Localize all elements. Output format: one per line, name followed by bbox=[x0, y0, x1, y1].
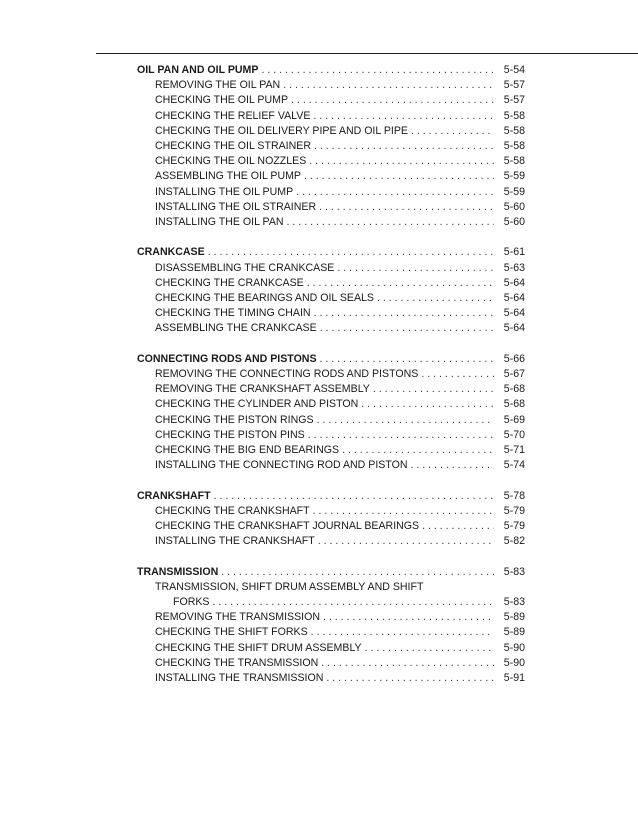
leader-dots bbox=[221, 565, 494, 580]
leader-dots bbox=[320, 321, 494, 336]
leader-dots bbox=[411, 124, 494, 139]
toc-section bbox=[137, 352, 525, 474]
toc-entry-page: 5-70 bbox=[503, 428, 525, 441]
toc-entry-title: CHECKING THE TRANSMISSION bbox=[155, 656, 319, 669]
toc-entry-title: CHECKING THE OIL STRAINER bbox=[155, 140, 311, 153]
toc-entry-page: 5-74 bbox=[503, 459, 525, 472]
leader-dots bbox=[361, 397, 494, 412]
toc-entry-page: 5-64 bbox=[503, 276, 525, 289]
toc-entry-page: 5-91 bbox=[503, 672, 525, 685]
leader-dots bbox=[342, 443, 494, 458]
leader-dots bbox=[307, 276, 494, 291]
section-heading bbox=[137, 352, 525, 367]
section-heading-title: CRANKSHAFT bbox=[137, 489, 211, 502]
toc-entry-page: 5-57 bbox=[503, 94, 525, 107]
toc-entry-title: INSTALLING THE OIL STRAINER bbox=[155, 200, 317, 213]
header-rule bbox=[96, 53, 638, 54]
toc-entry-title: CHECKING THE CRANKSHAFT bbox=[155, 504, 310, 517]
toc-entry-page: 5-71 bbox=[503, 444, 525, 457]
leader-dots bbox=[291, 93, 494, 108]
toc-entry bbox=[137, 276, 525, 291]
leader-dots bbox=[377, 291, 494, 306]
toc-entry bbox=[137, 109, 525, 124]
leader-dots bbox=[313, 109, 494, 124]
toc-entry bbox=[137, 504, 525, 519]
leader-dots bbox=[422, 519, 494, 534]
toc-entry bbox=[137, 124, 525, 139]
toc-entry-title: CHECKING THE BIG END BEARINGS bbox=[155, 444, 340, 457]
section-heading-page: 5-83 bbox=[503, 565, 525, 578]
toc-entry-page: 5-68 bbox=[503, 398, 525, 411]
leader-dots bbox=[309, 154, 494, 169]
leader-dots bbox=[337, 261, 494, 276]
toc-entry-page: 5-79 bbox=[503, 520, 525, 533]
toc-entry-title: INSTALLING THE OIL PAN bbox=[155, 216, 284, 229]
toc-entry bbox=[137, 610, 525, 625]
toc-entry bbox=[137, 580, 525, 595]
toc-entry-page: 5-82 bbox=[503, 535, 525, 548]
toc-entry bbox=[137, 169, 525, 184]
toc-entry-continuation-title: FORKS bbox=[173, 596, 210, 609]
toc-entry-title: INSTALLING THE CONNECTING ROD AND PISTON bbox=[155, 459, 408, 472]
leader-dots bbox=[318, 534, 494, 549]
toc-entry-page: 5-90 bbox=[503, 656, 525, 669]
toc-entry bbox=[137, 519, 525, 534]
leader-dots bbox=[320, 352, 494, 367]
leader-dots bbox=[314, 139, 494, 154]
toc-entry-continuation bbox=[137, 595, 525, 610]
toc-entry-page: 5-89 bbox=[503, 611, 525, 624]
toc-entry bbox=[137, 625, 525, 640]
toc-entry bbox=[137, 185, 525, 200]
toc-entry-page: 5-58 bbox=[503, 140, 525, 153]
toc-entry-title: TRANSMISSION, SHIFT DRUM ASSEMBLY AND SHIFT bbox=[155, 580, 424, 593]
toc-entry-page: 5-64 bbox=[503, 292, 525, 305]
toc-entry-title: INSTALLING THE CRANKSHAFT bbox=[155, 535, 315, 548]
section-heading-page: 5-66 bbox=[503, 352, 525, 365]
toc-entry-title: CHECKING THE BEARINGS AND OIL SEALS bbox=[155, 292, 374, 305]
toc-entry bbox=[137, 261, 525, 276]
toc-entry-page: 5-59 bbox=[503, 185, 525, 198]
leader-dots bbox=[373, 382, 494, 397]
leader-dots bbox=[365, 641, 494, 656]
toc-entry-page: 5-68 bbox=[503, 383, 525, 396]
leader-dots bbox=[319, 200, 494, 215]
section-heading-page: 5-61 bbox=[503, 246, 525, 259]
toc-entry-page: 5-58 bbox=[503, 109, 525, 122]
leader-dots bbox=[323, 610, 494, 625]
toc-entry-title: REMOVING THE TRANSMISSION bbox=[155, 611, 321, 624]
toc-entry bbox=[137, 458, 525, 473]
leader-dots bbox=[283, 78, 494, 93]
toc-entry bbox=[137, 306, 525, 321]
toc-entry-page: 5-90 bbox=[503, 641, 525, 654]
toc-entry-page: 5-89 bbox=[503, 626, 525, 639]
toc-entry-page: 5-60 bbox=[503, 216, 525, 229]
toc-entry-title: INSTALLING THE OIL PUMP bbox=[155, 185, 294, 198]
toc-section bbox=[137, 63, 525, 230]
toc-entry bbox=[137, 321, 525, 336]
section-heading bbox=[137, 489, 525, 504]
toc-entry-page: 5-69 bbox=[503, 413, 525, 426]
toc-entry-page: 5-64 bbox=[503, 322, 525, 335]
toc-entry-page: 5-63 bbox=[503, 261, 525, 274]
leader-dots bbox=[208, 245, 494, 260]
section-heading bbox=[137, 63, 525, 78]
toc-entry-title: DISASSEMBLING THE CRANKCASE bbox=[155, 261, 335, 274]
toc-entry-page: 5-59 bbox=[503, 170, 525, 183]
toc-entry-title: ASSEMBLING THE CRANKCASE bbox=[155, 322, 317, 335]
section-heading bbox=[137, 245, 525, 260]
toc-entry-title: CHECKING THE SHIFT DRUM ASSEMBLY bbox=[155, 641, 362, 654]
toc-section bbox=[137, 565, 525, 687]
toc-entry-title: CHECKING THE SHIFT FORKS bbox=[155, 626, 308, 639]
toc-entry bbox=[137, 443, 525, 458]
toc-entry-title: CHECKING THE OIL PUMP bbox=[155, 94, 289, 107]
toc-entry bbox=[137, 78, 525, 93]
section-heading bbox=[137, 565, 525, 580]
leader-dots bbox=[421, 367, 494, 382]
toc-entry bbox=[137, 291, 525, 306]
leader-dots bbox=[287, 215, 494, 230]
toc-entry bbox=[137, 671, 525, 686]
toc-entry-page: 5-79 bbox=[503, 504, 525, 517]
toc-entry-title: ASSEMBLING THE OIL PUMP bbox=[155, 170, 301, 183]
toc-section bbox=[137, 245, 525, 336]
section-heading-title: CONNECTING RODS AND PISTONS bbox=[137, 352, 317, 365]
table-of-contents bbox=[137, 63, 525, 701]
toc-section bbox=[137, 489, 525, 550]
toc-entry bbox=[137, 93, 525, 108]
toc-entry-title: CHECKING THE OIL NOZZLES bbox=[155, 155, 307, 168]
toc-entry-page: 5-67 bbox=[503, 368, 525, 381]
toc-entry bbox=[137, 641, 525, 656]
section-heading-page: 5-78 bbox=[503, 489, 525, 502]
toc-entry bbox=[137, 397, 525, 412]
toc-entry-page: 5-58 bbox=[503, 155, 525, 168]
toc-entry-title: REMOVING THE CRANKSHAFT ASSEMBLY bbox=[155, 383, 370, 396]
toc-entry bbox=[137, 656, 525, 671]
leader-dots bbox=[213, 595, 495, 610]
toc-entry-title: CHECKING THE CYLINDER AND PISTON bbox=[155, 398, 359, 411]
leader-dots bbox=[313, 504, 494, 519]
leader-dots bbox=[261, 63, 494, 78]
toc-entry-title: REMOVING THE OIL PAN bbox=[155, 79, 281, 92]
leader-dots bbox=[326, 671, 494, 686]
toc-entry-continuation-page: 5-83 bbox=[503, 596, 525, 609]
toc-entry-title: CHECKING THE RELIEF VALVE bbox=[155, 109, 311, 122]
toc-entry-page: 5-60 bbox=[503, 200, 525, 213]
toc-entry-title: CHECKING THE TIMING CHAIN bbox=[155, 307, 311, 320]
toc-entry bbox=[137, 200, 525, 215]
section-heading-title: OIL PAN AND OIL PUMP bbox=[137, 64, 259, 76]
leader-dots bbox=[321, 656, 494, 671]
leader-dots bbox=[308, 428, 494, 443]
toc-entry-page: 5-58 bbox=[503, 124, 525, 137]
toc-entry bbox=[137, 367, 525, 382]
toc-entry-title: CHECKING THE OIL DELIVERY PIPE AND OIL PIPE bbox=[155, 124, 408, 137]
toc-entry-page: 5-57 bbox=[503, 79, 525, 92]
section-heading-page: 5-54 bbox=[503, 64, 525, 76]
section-heading-title: CRANKCASE bbox=[137, 246, 205, 259]
toc-entry-title: CHECKING THE PISTON RINGS bbox=[155, 413, 314, 426]
toc-entry bbox=[137, 428, 525, 443]
toc-entry-page: 5-64 bbox=[503, 307, 525, 320]
toc-entry bbox=[137, 413, 525, 428]
section-heading-title: TRANSMISSION bbox=[137, 565, 219, 578]
toc-entry bbox=[137, 139, 525, 154]
toc-entry bbox=[137, 215, 525, 230]
leader-dots bbox=[411, 458, 494, 473]
toc-entry-title: CHECKING THE CRANKSHAFT JOURNAL BEARINGS bbox=[155, 520, 420, 533]
leader-dots bbox=[296, 185, 494, 200]
leader-dots bbox=[311, 625, 494, 640]
toc-entry-title: INSTALLING THE TRANSMISSION bbox=[155, 672, 324, 685]
leader-dots bbox=[304, 169, 494, 184]
leader-dots bbox=[314, 306, 494, 321]
leader-dots bbox=[317, 413, 494, 428]
toc-entry-title: CHECKING THE PISTON PINS bbox=[155, 428, 305, 441]
leader-dots bbox=[214, 489, 494, 504]
toc-entry bbox=[137, 382, 525, 397]
toc-entry-title: CHECKING THE CRANKCASE bbox=[155, 276, 304, 289]
toc-entry bbox=[137, 534, 525, 549]
toc-entry bbox=[137, 154, 525, 169]
toc-entry-title: REMOVING THE CONNECTING RODS AND PISTONS bbox=[155, 368, 419, 381]
